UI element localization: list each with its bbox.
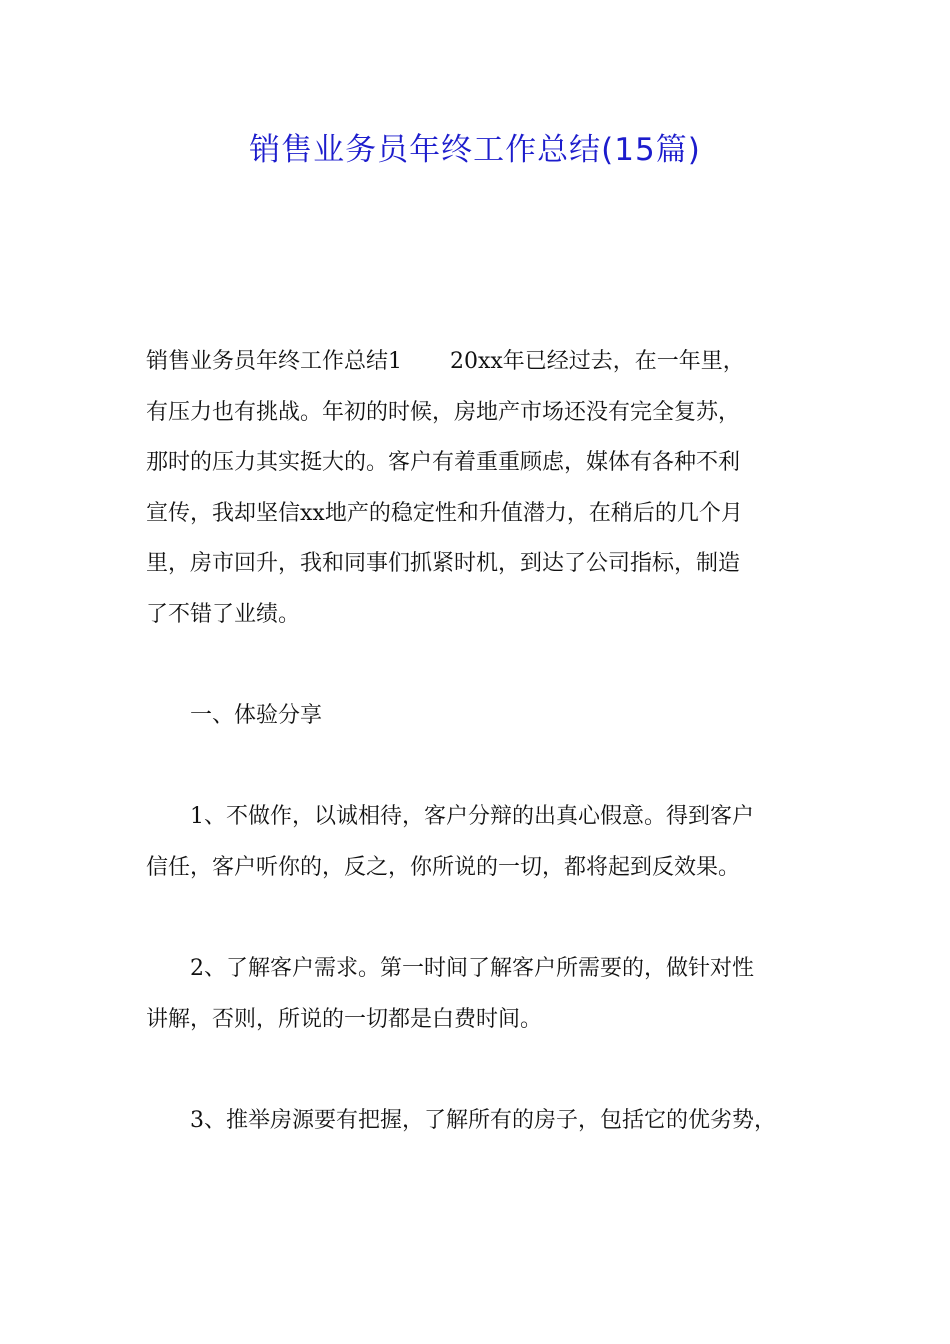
blank-line: [146, 641, 810, 692]
list-item-1-line-2: 信任，客户听你的，反之，你所说的一切，都将起到反效果。: [146, 854, 741, 880]
text-line-3: 那时的压力其实挺大的。客户有着重重顾虑，媒体有各种不利: [146, 450, 741, 476]
blank-line: [146, 894, 810, 945]
text-line-4: 宣传，我却坚信xx地产的稳定性和升值潜力，在稍后的几个月: [146, 500, 743, 526]
section-heading-1: 销售业务员年终工作总结1: [146, 349, 402, 374]
text-line-2: 有压力也有挑战。年初的时候，房地产市场还没有完全复苏，: [146, 399, 741, 425]
text-line-6: 了不错了业绩。: [146, 601, 301, 627]
text-line-1: [146, 337, 810, 388]
list-item-2-line-1: 2、了解客户需求。第一时间了解客户所需要的，做针对性: [190, 956, 754, 982]
list-item-1-line-1: 1、不做作，以诚相待，客户分辩的出真心假意。得到客户: [190, 804, 754, 830]
text-line-5: 里，房市回升，我和同事们抓紧时机，到达了公司指标，制造: [146, 551, 741, 577]
list-item-3-line-1: 3、推举房源要有把握，了解所有的房子，包括它的优劣势，: [190, 1107, 776, 1133]
paragraph-start: 20xx年已经过去，在一年里，: [450, 349, 745, 374]
document-title: 销售业务员年终工作总结(15篇): [249, 132, 701, 168]
blank-line: [146, 742, 810, 793]
list-item-2-line-2: 讲解，否则，所说的一切都是白费时间。: [146, 1006, 543, 1032]
subheading-experience-sharing: 一、体验分享: [190, 703, 323, 729]
document-body: [146, 337, 810, 1147]
blank-line: [146, 1045, 810, 1096]
